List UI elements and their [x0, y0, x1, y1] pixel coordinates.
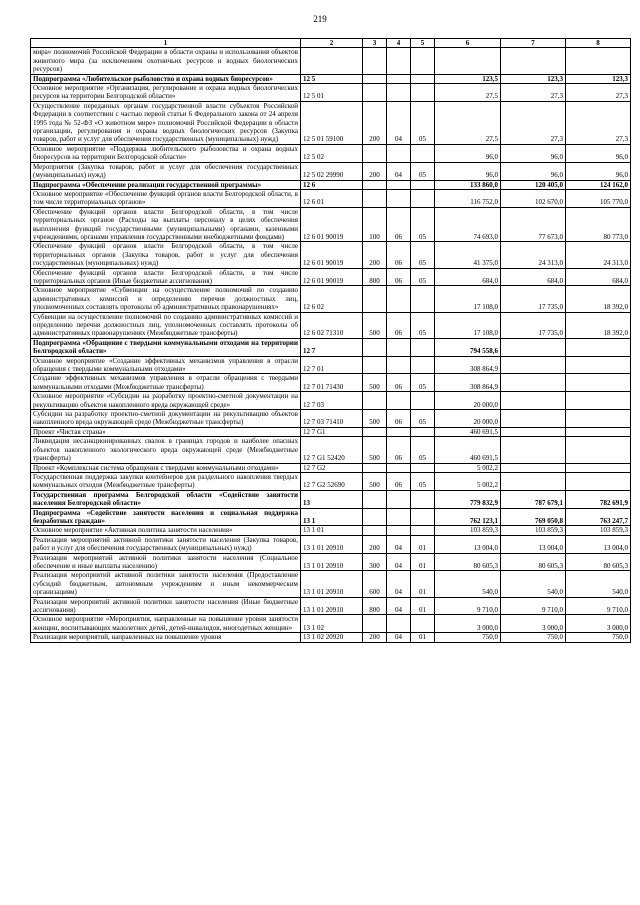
- section-cell: 04: [387, 597, 411, 615]
- amount-year3-cell: 27,3: [566, 101, 631, 144]
- item-name-cell: Проект «Чистая страна»: [31, 427, 301, 436]
- section-cell: 04: [387, 535, 411, 553]
- table-row: [31, 463, 631, 472]
- column-header: 4: [387, 39, 411, 48]
- table-row: [31, 207, 631, 242]
- table-row: [31, 615, 631, 633]
- amount-year1-cell: 80 605,3: [435, 553, 501, 571]
- budget-table: [30, 38, 631, 643]
- expense-type-cell: 600: [363, 571, 387, 597]
- section-cell: [387, 84, 411, 102]
- table-row: [31, 48, 631, 74]
- item-name-cell: Мероприятия (Закупка товаров, работ и услуг для обеспечения государственных (муниципальных) нужд): [31, 162, 301, 180]
- amount-year1-cell: 460 691,5: [435, 437, 501, 463]
- expense-type-cell: [363, 180, 387, 189]
- subsection-cell: 05: [411, 242, 435, 268]
- subsection-cell: 05: [411, 312, 435, 338]
- item-name-cell: Осуществление переданных органам государственной власти субъектов Российской Федерации в соответствии с частью первой статьи 6 Федерального закона от 24 апреля 1995 года № 52-ФЗ «О животном мире» полномочий Российской Федерации в области организации, регулирования и охраны водных биологических ресурсов (Закупка товаров, работ и услуг для обеспечения государственных (муниципальных) нужд): [31, 101, 301, 144]
- amount-year1-cell: 116 752,0: [435, 189, 501, 207]
- expense-type-cell: 200: [363, 633, 387, 642]
- amount-year1-cell: 17 108,0: [435, 286, 501, 312]
- amount-year3-cell: 540,0: [566, 571, 631, 597]
- target-code-cell: 12 7 01 71430: [301, 374, 363, 392]
- subsection-cell: [411, 84, 435, 102]
- subsection-cell: [411, 490, 435, 508]
- item-name-cell: Государственная поддержка закупки контейнеров для раздельного накопления твердых коммунальных отходов (Межбюджетные трансферты): [31, 472, 301, 490]
- amount-year2-cell: [501, 463, 566, 472]
- amount-year1-cell: 750,0: [435, 633, 501, 642]
- expense-type-cell: 200: [363, 535, 387, 553]
- subsection-cell: [411, 48, 435, 74]
- amount-year1-cell: 794 558,6: [435, 338, 501, 356]
- subsection-cell: [411, 74, 435, 83]
- item-name-cell: Подпрограмма «Любительское рыболовство и охрана водных биоресурсов»: [31, 74, 301, 83]
- amount-year3-cell: 18 392,0: [566, 312, 631, 338]
- amount-year3-cell: 9 710,0: [566, 597, 631, 615]
- section-cell: 06: [387, 374, 411, 392]
- amount-year1-cell: 308 864,9: [435, 356, 501, 374]
- item-name-cell: Реализация мероприятий активной политики занятости населения (Иные бюджетные ассигнования): [31, 597, 301, 615]
- column-header: 3: [363, 39, 387, 48]
- amount-year2-cell: 684,0: [501, 268, 566, 286]
- amount-year3-cell: 684,0: [566, 268, 631, 286]
- item-name-cell: Реализация мероприятий активной политики занятости населения (Предоставление субсидий бюджетным, автономным учреждениям и иным некоммерческим организациям): [31, 571, 301, 597]
- amount-year2-cell: 120 405,0: [501, 180, 566, 189]
- page-number: 219: [313, 14, 327, 24]
- amount-year2-cell: [501, 437, 566, 463]
- target-code-cell: 12 6 02: [301, 286, 363, 312]
- section-cell: [387, 427, 411, 436]
- table-row: [31, 526, 631, 535]
- amount-year1-cell: 96,0: [435, 144, 501, 162]
- amount-year3-cell: 750,0: [566, 633, 631, 642]
- column-header: 6: [435, 39, 501, 48]
- amount-year3-cell: 13 004,0: [566, 535, 631, 553]
- amount-year1-cell: 5 002,2: [435, 472, 501, 490]
- target-code-cell: 13 1 02: [301, 615, 363, 633]
- expense-type-cell: 500: [363, 410, 387, 428]
- section-cell: 06: [387, 472, 411, 490]
- table-row: [31, 162, 631, 180]
- target-code-cell: 13 1 01 20910: [301, 553, 363, 571]
- section-cell: 06: [387, 268, 411, 286]
- item-name-cell: Создание эффективных механизмов управления в отрасли обращения с твердыми коммунальными отходами (Межбюджетные трансферты): [31, 374, 301, 392]
- amount-year2-cell: 9 710,0: [501, 597, 566, 615]
- amount-year3-cell: [566, 374, 631, 392]
- expense-type-cell: 300: [363, 553, 387, 571]
- amount-year1-cell: 20 000,0: [435, 392, 501, 410]
- subsection-cell: [411, 392, 435, 410]
- table-row: [31, 101, 631, 144]
- target-code-cell: 12 6: [301, 180, 363, 189]
- expense-type-cell: 100: [363, 207, 387, 242]
- subsection-cell: [411, 615, 435, 633]
- table-row: [31, 242, 631, 268]
- amount-year2-cell: 17 735,0: [501, 286, 566, 312]
- amount-year3-cell: [566, 427, 631, 436]
- item-name-cell: Подпрограмма «Содействие занятости населения и социальная поддержка безработных граждан»: [31, 508, 301, 526]
- subsection-cell: [411, 356, 435, 374]
- table-row: [31, 508, 631, 526]
- section-cell: [387, 180, 411, 189]
- subsection-cell: [411, 338, 435, 356]
- expense-type-cell: 200: [363, 101, 387, 144]
- subsection-cell: [411, 180, 435, 189]
- amount-year3-cell: 782 691,9: [566, 490, 631, 508]
- amount-year1-cell: 133 860,0: [435, 180, 501, 189]
- amount-year2-cell: 103 859,3: [501, 526, 566, 535]
- section-cell: 06: [387, 207, 411, 242]
- table-row: [31, 571, 631, 597]
- expense-type-cell: [363, 508, 387, 526]
- header-row: [31, 39, 631, 48]
- column-header: 2: [301, 39, 363, 48]
- table-row: [31, 472, 631, 490]
- amount-year2-cell: [501, 472, 566, 490]
- table-row: [31, 189, 631, 207]
- target-code-cell: 12 5 02: [301, 144, 363, 162]
- table-row: [31, 553, 631, 571]
- target-code-cell: 12 7 03 71410: [301, 410, 363, 428]
- amount-year1-cell: 3 000,0: [435, 615, 501, 633]
- subsection-cell: [411, 427, 435, 436]
- section-cell: [387, 508, 411, 526]
- item-name-cell: Ликвидация несанкционированных свалок в границах городов и наиболее опасных объектов накопленного экологического вреда окружающей среде (Межбюджетные трансферты): [31, 437, 301, 463]
- subsection-cell: 05: [411, 207, 435, 242]
- expense-type-cell: 500: [363, 312, 387, 338]
- table-row: [31, 427, 631, 436]
- subsection-cell: 05: [411, 268, 435, 286]
- section-cell: [387, 338, 411, 356]
- section-cell: [387, 392, 411, 410]
- amount-year1-cell: 762 123,1: [435, 508, 501, 526]
- expense-type-cell: [363, 615, 387, 633]
- table-row: [31, 286, 631, 312]
- item-name-cell: Основное мероприятие «Мероприятия, направленные на повышение уровня занятости женщин, воспитывающих малолетних детей, детей-инвалидов, многодетных женщин»: [31, 615, 301, 633]
- table-row: [31, 410, 631, 428]
- item-name-cell: мира» полномочий Российской Федерации в области охраны и использования объектов животного мира (за исключением охотничьих ресурсов и водных биологических ресурсов): [31, 48, 301, 74]
- expense-type-cell: [363, 48, 387, 74]
- item-name-cell: Субвенции на осуществление полномочий по созданию административных комиссий и определению перечня должностных лиц, уполномоченных составлять протоколы об административных правонарушениях (Межбюджетные трансферты): [31, 312, 301, 338]
- target-code-cell: 12 6 02 71310: [301, 312, 363, 338]
- target-code-cell: [301, 48, 363, 74]
- amount-year2-cell: 3 000,0: [501, 615, 566, 633]
- item-name-cell: Основное мероприятие «Обеспечение функций органов власти Белгородской области, в том числе территориальных органов»: [31, 189, 301, 207]
- column-header: 7: [501, 39, 566, 48]
- amount-year2-cell: 96,0: [501, 162, 566, 180]
- expense-type-cell: 200: [363, 242, 387, 268]
- amount-year1-cell: 9 710,0: [435, 597, 501, 615]
- table-row: [31, 74, 631, 83]
- column-header: 5: [411, 39, 435, 48]
- amount-year3-cell: [566, 472, 631, 490]
- table-row: [31, 490, 631, 508]
- subsection-cell: [411, 508, 435, 526]
- amount-year2-cell: 27,3: [501, 84, 566, 102]
- section-cell: [387, 356, 411, 374]
- expense-type-cell: [363, 392, 387, 410]
- column-header: 8: [566, 39, 631, 48]
- amount-year3-cell: 763 247,7: [566, 508, 631, 526]
- table-row: [31, 392, 631, 410]
- target-code-cell: 12 6 01: [301, 189, 363, 207]
- amount-year3-cell: 96,0: [566, 162, 631, 180]
- table-row: [31, 180, 631, 189]
- amount-year3-cell: [566, 463, 631, 472]
- subsection-cell: [411, 463, 435, 472]
- section-cell: [387, 189, 411, 207]
- amount-year1-cell: 5 002,2: [435, 463, 501, 472]
- expense-type-cell: [363, 356, 387, 374]
- amount-year1-cell: 779 832,9: [435, 490, 501, 508]
- amount-year2-cell: [501, 427, 566, 436]
- amount-year3-cell: [566, 437, 631, 463]
- target-code-cell: 12 5 02 29990: [301, 162, 363, 180]
- item-name-cell: Обеспечение функций органов власти Белгородской области, в том числе территориальных органов (Иные бюджетные ассигнования): [31, 268, 301, 286]
- section-cell: 04: [387, 571, 411, 597]
- expense-type-cell: 200: [363, 162, 387, 180]
- amount-year2-cell: 96,0: [501, 144, 566, 162]
- section-cell: 04: [387, 162, 411, 180]
- expense-type-cell: 500: [363, 472, 387, 490]
- amount-year2-cell: [501, 356, 566, 374]
- amount-year1-cell: 460 691,5: [435, 427, 501, 436]
- amount-year2-cell: [501, 374, 566, 392]
- amount-year3-cell: 105 770,0: [566, 189, 631, 207]
- expense-type-cell: 800: [363, 268, 387, 286]
- item-name-cell: Государственная программа Белгородской области «Содействие занятости населения Белгородской области»: [31, 490, 301, 508]
- amount-year3-cell: [566, 356, 631, 374]
- item-name-cell: Основное мероприятие «Поддержка любительского рыболовства и охрана водных биоресурсов на территории Белгородской области»: [31, 144, 301, 162]
- amount-year1-cell: 540,0: [435, 571, 501, 597]
- target-code-cell: 12 7 G1 52420: [301, 437, 363, 463]
- item-name-cell: Основное мероприятие «Субсидии на разработку проектно-сметной документации на рекультивацию объектов накопленного вреда окружающей среде»: [31, 392, 301, 410]
- amount-year3-cell: 18 392,0: [566, 286, 631, 312]
- expense-type-cell: [363, 490, 387, 508]
- amount-year3-cell: 123,3: [566, 74, 631, 83]
- item-name-cell: Основное мероприятие «Создание эффективных механизмов управления в отрасли обращения с твердыми коммунальными отходами»: [31, 356, 301, 374]
- amount-year3-cell: 96,0: [566, 144, 631, 162]
- amount-year2-cell: 27,3: [501, 101, 566, 144]
- section-cell: [387, 463, 411, 472]
- expense-type-cell: [363, 84, 387, 102]
- item-name-cell: Обеспечение функций органов власти Белгородской области, в том числе территориальных органов (Закупка товаров, работ и услуг для обеспечения государственных (муниципальных) нужд): [31, 242, 301, 268]
- subsection-cell: 05: [411, 101, 435, 144]
- item-name-cell: Основное мероприятие «Субвенции на осуществление полномочий по созданию административных комиссий и определению перечня должностных лиц, уполномоченных составлять протоколы об административных правонарушениях»: [31, 286, 301, 312]
- target-code-cell: 12 7 01: [301, 356, 363, 374]
- column-header: 1: [31, 39, 301, 48]
- amount-year2-cell: [501, 338, 566, 356]
- expense-type-cell: [363, 189, 387, 207]
- expense-type-cell: 500: [363, 374, 387, 392]
- section-cell: [387, 144, 411, 162]
- subsection-cell: 05: [411, 162, 435, 180]
- table-row: [31, 84, 631, 102]
- table-row: [31, 374, 631, 392]
- amount-year3-cell: 80 773,0: [566, 207, 631, 242]
- amount-year2-cell: 123,3: [501, 74, 566, 83]
- amount-year1-cell: 20 000,0: [435, 410, 501, 428]
- target-code-cell: 13 1 01 20910: [301, 597, 363, 615]
- subsection-cell: 01: [411, 535, 435, 553]
- subsection-cell: [411, 286, 435, 312]
- amount-year1-cell: 308 864,9: [435, 374, 501, 392]
- item-name-cell: Реализация мероприятий активной политики занятости населения (Закупка товаров, работ и услуг для обеспечения государственных (муниципальных) нужд): [31, 535, 301, 553]
- table-row: [31, 268, 631, 286]
- subsection-cell: 01: [411, 553, 435, 571]
- amount-year1-cell: 17 108,0: [435, 312, 501, 338]
- amount-year2-cell: 102 670,0: [501, 189, 566, 207]
- section-cell: [387, 615, 411, 633]
- section-cell: [387, 490, 411, 508]
- item-name-cell: Подпрограмма «Обращение с твердыми коммунальными отходами на территории Белгородской области»: [31, 338, 301, 356]
- target-code-cell: 13: [301, 490, 363, 508]
- target-code-cell: 12 5 01 59100: [301, 101, 363, 144]
- target-code-cell: 12 7 G2: [301, 463, 363, 472]
- section-cell: [387, 48, 411, 74]
- expense-type-cell: [363, 286, 387, 312]
- subsection-cell: 05: [411, 437, 435, 463]
- amount-year1-cell: 27,5: [435, 101, 501, 144]
- subsection-cell: 01: [411, 597, 435, 615]
- table-row: [31, 437, 631, 463]
- section-cell: 04: [387, 553, 411, 571]
- subsection-cell: [411, 189, 435, 207]
- target-code-cell: 12 6 01 90019: [301, 242, 363, 268]
- expense-type-cell: [363, 338, 387, 356]
- section-cell: 04: [387, 633, 411, 642]
- target-code-cell: 12 5 01: [301, 84, 363, 102]
- target-code-cell: 13 1 01 20910: [301, 535, 363, 553]
- target-code-cell: 12 7: [301, 338, 363, 356]
- item-name-cell: Основное мероприятие «Активная политика занятости населения»: [31, 526, 301, 535]
- amount-year1-cell: 103 859,3: [435, 526, 501, 535]
- expense-type-cell: [363, 526, 387, 535]
- amount-year3-cell: 3 000,0: [566, 615, 631, 633]
- target-code-cell: 12 6 01 90019: [301, 207, 363, 242]
- item-name-cell: Основное мероприятие «Организация, регулирование и охрана водных биологических ресурсов на территории Белгородской области»: [31, 84, 301, 102]
- subsection-cell: 01: [411, 633, 435, 642]
- amount-year2-cell: 77 673,0: [501, 207, 566, 242]
- expense-type-cell: 500: [363, 437, 387, 463]
- item-name-cell: Субсидии на разработку проектно-сметной документации на рекультивацию объектов накопленного вреда окружающей среде (Межбюджетные трансферты): [31, 410, 301, 428]
- table-row: [31, 633, 631, 642]
- subsection-cell: 05: [411, 472, 435, 490]
- amount-year2-cell: 80 605,3: [501, 553, 566, 571]
- amount-year1-cell: 684,0: [435, 268, 501, 286]
- amount-year1-cell: 96,0: [435, 162, 501, 180]
- amount-year2-cell: 24 313,0: [501, 242, 566, 268]
- target-code-cell: 12 5: [301, 74, 363, 83]
- section-cell: 06: [387, 410, 411, 428]
- table-row: [31, 597, 631, 615]
- amount-year3-cell: [566, 338, 631, 356]
- amount-year3-cell: 124 162,0: [566, 180, 631, 189]
- item-name-cell: Реализация мероприятий активной политики занятости населения (Социальное обеспечение и иные выплаты населению): [31, 553, 301, 571]
- amount-year1-cell: 27,5: [435, 84, 501, 102]
- table-row: [31, 338, 631, 356]
- section-cell: 06: [387, 242, 411, 268]
- amount-year3-cell: 24 313,0: [566, 242, 631, 268]
- subsection-cell: 01: [411, 571, 435, 597]
- target-code-cell: 12 7 03: [301, 392, 363, 410]
- table-row: [31, 312, 631, 338]
- section-cell: 06: [387, 312, 411, 338]
- section-cell: [387, 74, 411, 83]
- amount-year3-cell: 80 605,3: [566, 553, 631, 571]
- amount-year3-cell: [566, 392, 631, 410]
- amount-year1-cell: 74 693,0: [435, 207, 501, 242]
- item-name-cell: Проект «Комплексная система обращения с твердыми коммунальными отходами»: [31, 463, 301, 472]
- target-code-cell: 13 1 01 20910: [301, 571, 363, 597]
- expense-type-cell: [363, 74, 387, 83]
- expense-type-cell: [363, 427, 387, 436]
- table-row: [31, 356, 631, 374]
- section-cell: 04: [387, 101, 411, 144]
- target-code-cell: 12 7 G1: [301, 427, 363, 436]
- amount-year2-cell: [501, 410, 566, 428]
- amount-year1-cell: 123,5: [435, 74, 501, 83]
- section-cell: [387, 286, 411, 312]
- target-code-cell: 12 7 G2 52690: [301, 472, 363, 490]
- amount-year3-cell: 103 859,3: [566, 526, 631, 535]
- expense-type-cell: 800: [363, 597, 387, 615]
- subsection-cell: 05: [411, 374, 435, 392]
- amount-year2-cell: 540,0: [501, 571, 566, 597]
- subsection-cell: [411, 526, 435, 535]
- expense-type-cell: [363, 144, 387, 162]
- subsection-cell: [411, 144, 435, 162]
- amount-year2-cell: [501, 392, 566, 410]
- amount-year1-cell: [435, 48, 501, 74]
- amount-year3-cell: [566, 410, 631, 428]
- amount-year1-cell: 13 004,0: [435, 535, 501, 553]
- amount-year1-cell: 41 375,0: [435, 242, 501, 268]
- subsection-cell: 05: [411, 410, 435, 428]
- section-cell: 06: [387, 437, 411, 463]
- amount-year2-cell: 17 735,0: [501, 312, 566, 338]
- item-name-cell: Подпрограмма «Обеспечение реализации государственной программы»: [31, 180, 301, 189]
- amount-year2-cell: 13 004,0: [501, 535, 566, 553]
- amount-year2-cell: 787 679,1: [501, 490, 566, 508]
- item-name-cell: Реализация мероприятий, направленных на повышение уровня: [31, 633, 301, 642]
- table-row: [31, 144, 631, 162]
- target-code-cell: 12 6 01 90019: [301, 268, 363, 286]
- target-code-cell: 13 1: [301, 508, 363, 526]
- item-name-cell: Обеспечение функций органов власти Белгородской области, в том числе территориальных органов (Расходы на выплаты персоналу в целях обеспечения выполнения функций государственными (муниципальными) органами, казенными учреждениями, органами управления государственными внебюджетными фондами): [31, 207, 301, 242]
- amount-year3-cell: 27,3: [566, 84, 631, 102]
- amount-year2-cell: [501, 48, 566, 74]
- amount-year2-cell: 769 050,8: [501, 508, 566, 526]
- table-row: [31, 535, 631, 553]
- target-code-cell: 13 1 01: [301, 526, 363, 535]
- amount-year3-cell: [566, 48, 631, 74]
- section-cell: [387, 526, 411, 535]
- amount-year2-cell: 750,0: [501, 633, 566, 642]
- target-code-cell: 13 1 02 20920: [301, 633, 363, 642]
- expense-type-cell: [363, 463, 387, 472]
